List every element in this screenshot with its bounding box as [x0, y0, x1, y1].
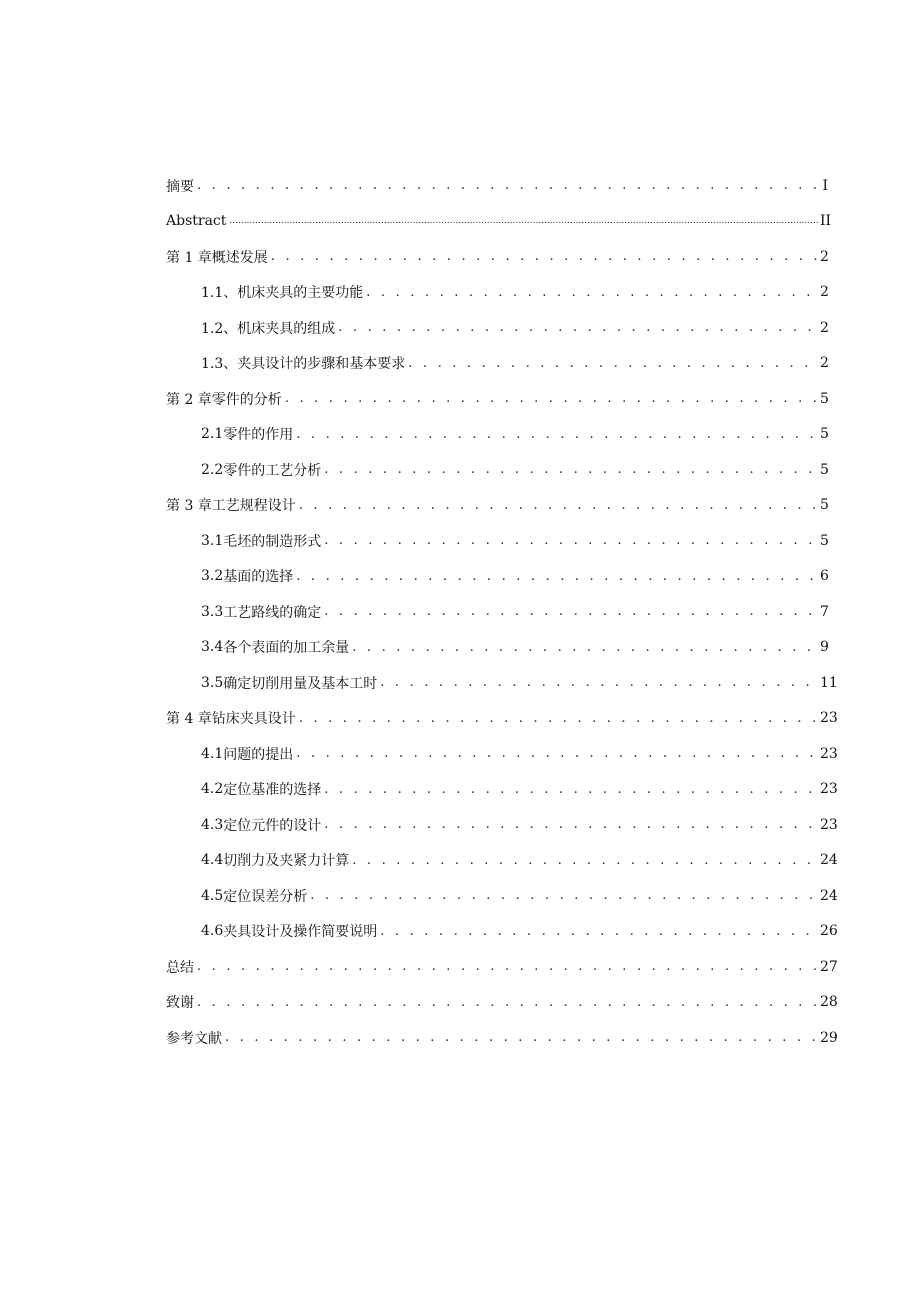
toc-dot-leader [299, 711, 818, 726]
toc-section-number: 1.2、 [201, 320, 238, 337]
toc-subentry[interactable] [166, 630, 828, 666]
toc-title: 各个表面的加工余量 [223, 640, 350, 657]
toc-dot-leader [408, 356, 818, 371]
toc-dot-leader [299, 498, 818, 513]
toc-page-number: 5 [820, 532, 829, 549]
toc-page-number: 29 [820, 1029, 838, 1046]
toc-entry[interactable] [166, 204, 832, 240]
toc-subentry[interactable] [166, 914, 838, 950]
toc-page-number: 24 [820, 887, 838, 904]
toc-dot-leader [338, 320, 818, 335]
toc-title: 机床夹具的组成 [237, 320, 336, 337]
toc-subentry[interactable] [166, 559, 828, 595]
toc-title: 第 2 章零件的分析 [166, 391, 282, 408]
toc-dot-leader [324, 782, 818, 797]
toc-entry[interactable] [166, 239, 828, 275]
toc-section-number: 3.4 [201, 639, 224, 656]
toc-dot-leader [197, 959, 818, 974]
toc-title: 第 3 章工艺规程设计 [166, 498, 296, 515]
toc-section-number: 2.1 [201, 426, 224, 443]
toc-subentry[interactable] [166, 346, 828, 382]
toc-title: 第 4 章钻床夹具设计 [166, 711, 296, 728]
toc-page-number: 11 [820, 674, 838, 691]
toc-title: 机床夹具的主要功能 [237, 285, 364, 302]
toc-title: 零件的工艺分析 [223, 462, 322, 479]
toc-title: 定位元件的设计 [223, 817, 322, 834]
toc-page-number: 26 [820, 923, 838, 940]
toc-title: 夹具设计及操作简要说明 [223, 924, 378, 941]
toc-section-number: 4.1 [201, 745, 224, 762]
toc-dot-leader [324, 817, 818, 832]
toc-title: 总结 [166, 959, 194, 976]
toc-subentry[interactable] [166, 275, 828, 311]
toc-section-number: 4.4 [201, 852, 224, 869]
toc-dot-leader [366, 285, 818, 300]
toc-title: 基面的选择 [223, 569, 294, 586]
toc-dot-leader [296, 569, 818, 584]
toc-section-number: 3.2 [201, 568, 224, 585]
toc-dot-leader [324, 604, 818, 619]
table-of-contents [166, 168, 838, 1056]
toc-subentry[interactable] [166, 523, 828, 559]
toc-title: Abstract [166, 213, 227, 230]
toc-subentry[interactable] [166, 878, 838, 914]
toc-dot-leader [296, 427, 818, 442]
toc-dot-leader [225, 1030, 818, 1045]
toc-entry[interactable] [166, 949, 838, 985]
toc-page-number: 23 [820, 781, 838, 798]
toc-entry[interactable] [166, 701, 838, 737]
toc-dot-leader [285, 391, 818, 406]
toc-page-number: 2 [820, 355, 829, 372]
toc-title: 工艺路线的确定 [223, 604, 322, 621]
toc-page-number: 6 [820, 568, 829, 585]
toc-page-number: 24 [820, 852, 838, 869]
toc-subentry[interactable] [166, 310, 828, 346]
toc-title: 切削力及夹紧力计算 [223, 853, 350, 870]
toc-section-number: 4.3 [201, 816, 224, 833]
toc-page-number: 5 [820, 426, 829, 443]
toc-subentry[interactable] [166, 594, 828, 630]
toc-dot-leader [271, 249, 818, 264]
toc-subentry[interactable] [166, 772, 838, 808]
toc-section-number: 3.5 [201, 674, 224, 691]
toc-entry[interactable] [166, 168, 828, 204]
toc-section-number: 3.1 [201, 532, 224, 549]
toc-section-number: 1.1、 [201, 285, 238, 302]
toc-section-number: 4.2 [201, 781, 224, 798]
toc-page-number: 2 [820, 248, 829, 265]
toc-page-number: 7 [820, 603, 829, 620]
toc-section-number: 4.6 [201, 923, 224, 940]
toc-dot-leader [324, 533, 818, 548]
toc-subentry[interactable] [166, 736, 838, 772]
toc-page-number: 5 [820, 497, 829, 514]
toc-dot-leader [197, 995, 818, 1010]
toc-dot-leader [310, 888, 818, 903]
toc-dot-leader [296, 746, 818, 761]
toc-section-number: 3.3 [201, 603, 224, 620]
toc-dot-leader [197, 178, 818, 193]
toc-page-number: 9 [820, 639, 829, 656]
toc-page-number: 5 [820, 390, 829, 407]
toc-subentry[interactable] [166, 417, 828, 453]
toc-subentry[interactable] [166, 665, 838, 701]
toc-title: 问题的提出 [223, 746, 294, 763]
toc-title: 确定切削用量及基本工时 [223, 675, 378, 692]
toc-page-number: 23 [820, 816, 838, 833]
toc-page-number: 5 [820, 461, 829, 478]
toc-title: 零件的作用 [223, 427, 294, 444]
toc-section-number: 4.5 [201, 887, 224, 904]
toc-entry[interactable] [166, 985, 838, 1021]
toc-entry[interactable] [166, 1020, 838, 1056]
toc-dot-leader [352, 640, 818, 655]
toc-title: 第 1 章概述发展 [166, 249, 268, 266]
toc-title: 夹具设计的步骤和基本要求 [237, 356, 406, 373]
toc-section-number: 2.2 [201, 461, 224, 478]
toc-dot-leader [229, 216, 818, 226]
toc-entry[interactable] [166, 488, 828, 524]
toc-title: 致谢 [166, 995, 194, 1012]
toc-page-number: I [822, 177, 828, 194]
toc-dot-leader [352, 853, 818, 868]
toc-page-number: 23 [820, 710, 838, 727]
toc-dot-leader [380, 675, 818, 690]
toc-page-number: II [820, 213, 832, 230]
toc-title: 摘要 [166, 178, 194, 195]
toc-title: 定位基准的选择 [223, 782, 322, 799]
toc-page-number: 2 [820, 284, 829, 301]
toc-page-number: 28 [820, 994, 838, 1011]
toc-title: 定位误差分析 [223, 888, 308, 905]
toc-dot-leader [380, 924, 818, 939]
toc-subentry[interactable] [166, 843, 838, 879]
toc-section-number: 1.3、 [201, 356, 238, 373]
toc-dot-leader [324, 462, 818, 477]
toc-subentry[interactable] [166, 452, 828, 488]
toc-title: 毛坯的制造形式 [223, 533, 322, 550]
toc-title: 参考文献 [166, 1030, 222, 1047]
toc-subentry[interactable] [166, 807, 838, 843]
toc-page-number: 2 [820, 319, 829, 336]
toc-page-number: 23 [820, 745, 838, 762]
toc-entry[interactable] [166, 381, 828, 417]
toc-page-number: 27 [820, 958, 838, 975]
